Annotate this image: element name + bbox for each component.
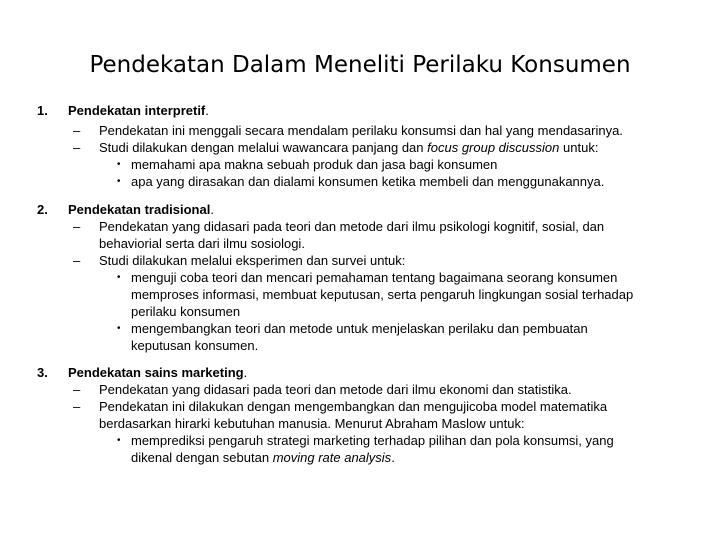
item-heading: Pendekatan tradisional. <box>68 202 214 217</box>
slide-title: Pendekatan Dalam Meneliti Perilaku Konsumen <box>89 52 631 78</box>
item-number: 3. <box>37 365 48 380</box>
item-heading: Pendekatan sains marketing. <box>68 365 248 380</box>
item-heading: Pendekatan interpretif. <box>68 103 209 118</box>
item-number: 2. <box>37 202 48 217</box>
item-number: 1. <box>37 103 48 118</box>
